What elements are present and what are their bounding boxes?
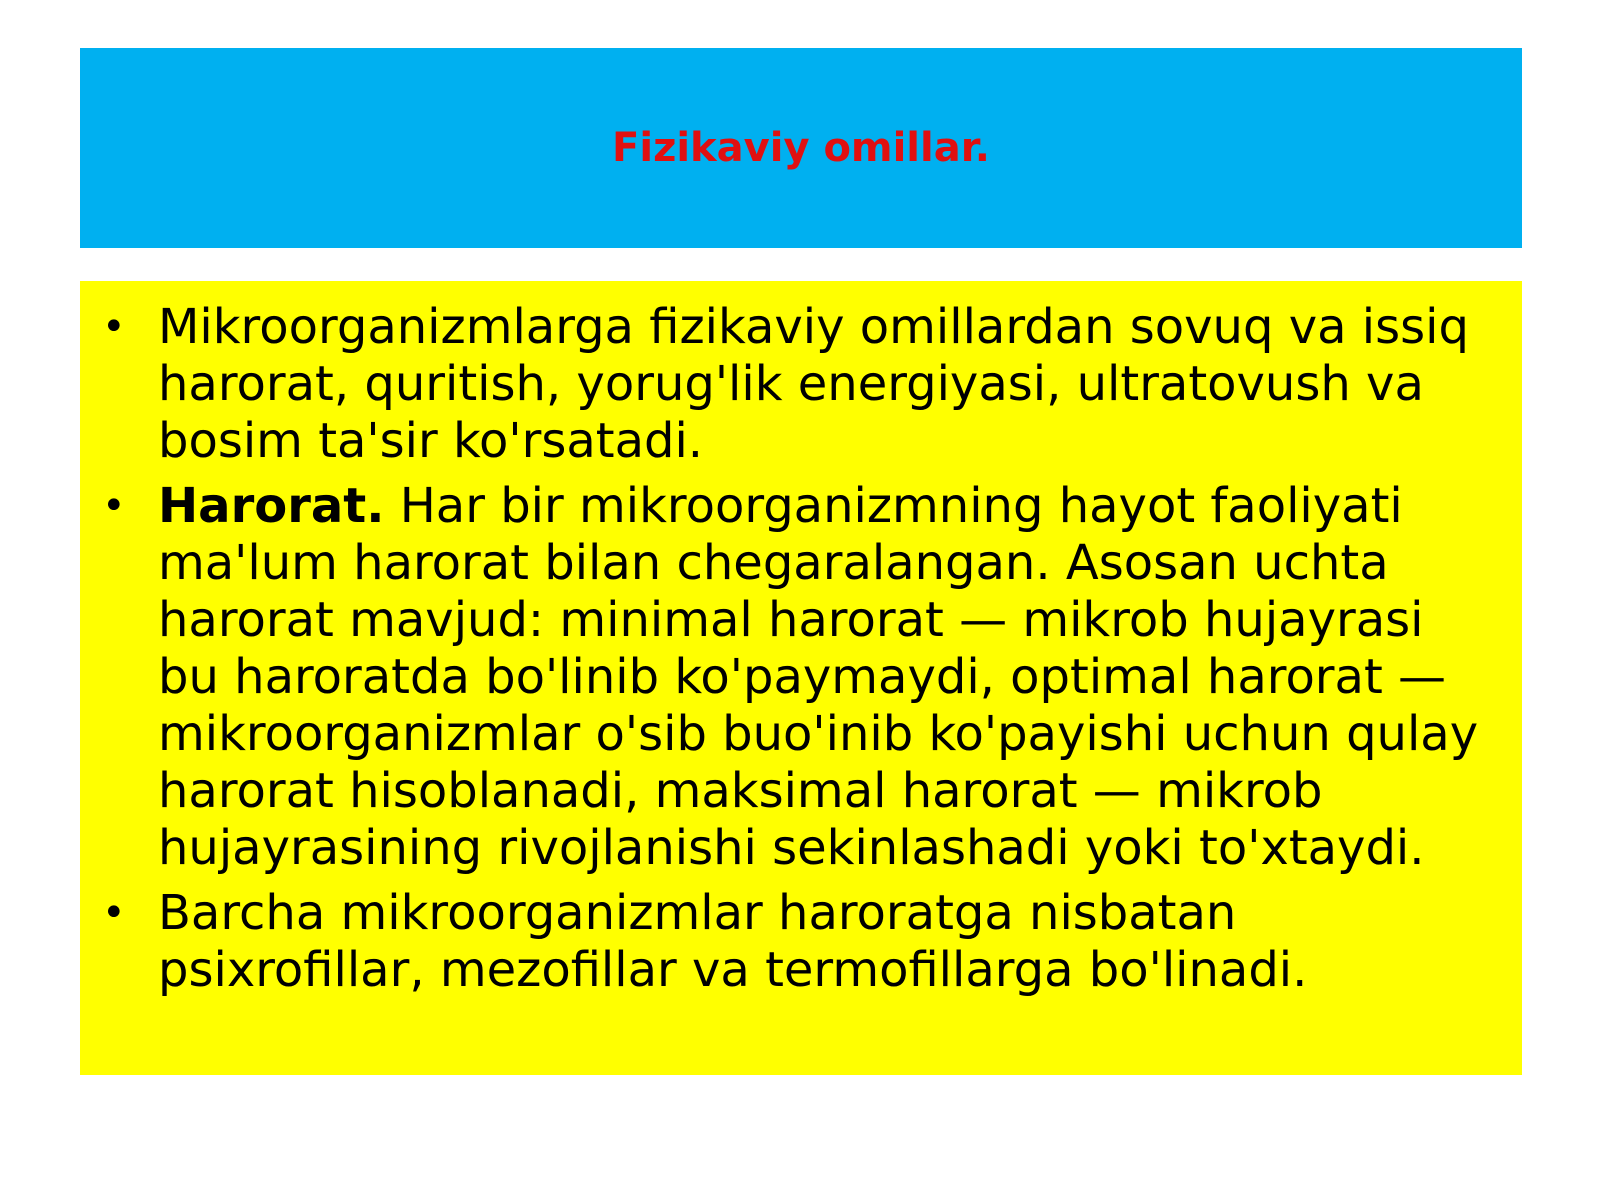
bullet-dot-icon: • xyxy=(102,483,126,529)
bullet-item xyxy=(102,299,1492,470)
bullet-lead: Harorat. xyxy=(158,478,385,534)
content-panel xyxy=(80,281,1522,1075)
title-bar xyxy=(80,48,1522,248)
bullet-text: Har bir mikroorganizmning hayot faoliyati ma'lum harorat bilan chegaralangan. Asosan uchta harorat mavjud: minimal harorat — mikrob hujayrasi bu haroratda bo'linib ko'paymaydi, optimal harorat — mikroorganizmlar o'sib buo'inib ko'payishi uchun qulay harorat hisoblanadi, maksimal harorat — mikrob hujayrasining rivojlanishi sekinlashadi yoki to'xtaydi. xyxy=(158,478,1479,876)
bullet-text: Barcha mikroorganizmlar haroratga nisbatan psixrofillar, mezofillar va termofillarga bo'linadi. xyxy=(158,885,1308,998)
bullet-dot-icon: • xyxy=(102,304,126,350)
bullet-item xyxy=(102,478,1492,877)
bullet-text: Mikroorganizmlarga fizikaviy omillardan sovuq va issiq harorat, quritish, yorug'lik energiyasi, ultratovush va bosim ta'sir ko'rsatadi. xyxy=(158,299,1469,469)
slide-title: Fizikaviy omillar. xyxy=(612,125,990,171)
bullet-list xyxy=(102,299,1492,999)
bullet-item xyxy=(102,885,1492,999)
bullet-dot-icon: • xyxy=(102,890,126,936)
